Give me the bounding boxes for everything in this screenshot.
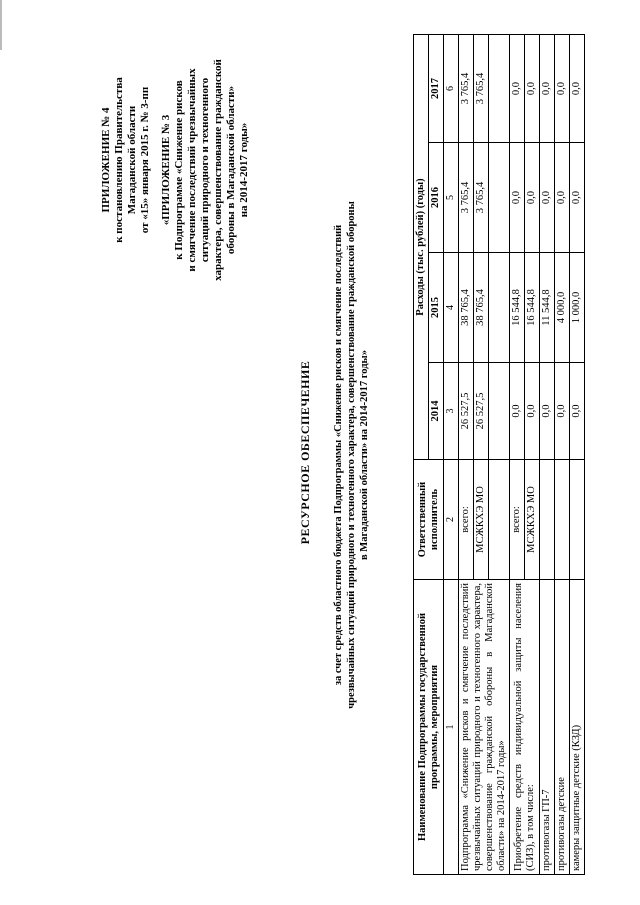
- cell-value: 0,0: [540, 35, 555, 143]
- cell-value: 0,0: [540, 143, 555, 253]
- cell-value: 16 544,8: [525, 253, 540, 363]
- header-year: 2017: [429, 35, 444, 143]
- resource-table: [413, 34, 585, 875]
- appendix-4-header: [100, 35, 152, 285]
- cell-value: 3 765,4: [459, 143, 474, 253]
- subitem-name: камеры защитные детские (КЗД): [570, 580, 585, 875]
- cell-value: 0,0: [555, 35, 570, 143]
- row-name: Подпрограмма «Снижение рисков и смягчение последствий чрезвычайных ситуаций природного и техногенного характера, совершенствование гражданской обороны в Магаданской области» на 2014-2017 годы»: [459, 580, 510, 875]
- header-year: 2015: [429, 253, 444, 363]
- empty-cell: [489, 363, 510, 460]
- empty-cell: [570, 460, 585, 580]
- cell-value: 26 527,5: [474, 363, 489, 460]
- appendix-4-date: от «15» января 2015 г. № 3-пп: [139, 86, 151, 234]
- table-row: [570, 35, 585, 875]
- cell-value: 0,0: [525, 143, 540, 253]
- appendix-3-line: характера, совершенствование гражданской: [212, 59, 224, 281]
- cell-value: 0,0: [510, 143, 525, 253]
- subtitle-line: в Магаданской области» на 2014-2017 годы»: [359, 350, 370, 560]
- empty-cell: [489, 253, 510, 363]
- cell-value: 0,0: [570, 35, 585, 143]
- table-row: [459, 35, 474, 875]
- cell-value: 38 765,4: [459, 253, 474, 363]
- cell-value: 3 765,4: [459, 35, 474, 143]
- cell-value: 1 000,0: [570, 253, 585, 363]
- cell-value: 38 765,4: [474, 253, 489, 363]
- total-label: всего:: [459, 460, 474, 580]
- column-number: 1: [444, 580, 459, 875]
- cell-value: 16 544,8: [510, 253, 525, 363]
- appendix-3-header: [160, 35, 251, 305]
- header-expenses: Расходы (тыс. рублей) (годы): [414, 35, 429, 460]
- empty-cell: [489, 460, 510, 580]
- empty-cell: [540, 460, 555, 580]
- header-executor: Ответственный исполнитель: [414, 460, 444, 580]
- subitem-name: противогазы ГП-7: [540, 580, 555, 875]
- header-year: 2016: [429, 143, 444, 253]
- table-row: [555, 35, 570, 875]
- row-name: Приобретение средств индивидуальной защиты населения (СИЗ), в том числе:: [510, 580, 540, 875]
- subtitle-line: чрезвычайных ситуаций природного и техногенного характера, совершенствование гражданской обороны: [346, 201, 357, 709]
- table-row: [540, 35, 555, 875]
- empty-cell: [555, 460, 570, 580]
- column-number: 6: [444, 35, 459, 143]
- cell-value: 11 544,8: [540, 253, 555, 363]
- appendix-3-title: «ПРИЛОЖЕНИЕ № 3: [160, 114, 172, 226]
- appendix-3-line: обороны в Магаданской области»: [225, 85, 237, 255]
- document-title: РЕСУРСНОЕ ОБЕСПЕЧЕНИЕ: [298, 360, 312, 545]
- cell-value: 0,0: [525, 363, 540, 460]
- cell-value: 26 527,5: [459, 363, 474, 460]
- cell-value: 0,0: [555, 143, 570, 253]
- cell-value: 0,0: [510, 35, 525, 143]
- table-header-row: [414, 35, 429, 875]
- subtitle-line: за счет средств областного бюджета Подпрограммы «Снижение рисков и смягчение последствий: [333, 224, 344, 686]
- cell-value: 0,0: [525, 35, 540, 143]
- column-number-row: [444, 35, 459, 875]
- cell-value: 0,0: [510, 363, 525, 460]
- scan-edge-mark: [0, 0, 2, 50]
- total-label: всего:: [510, 460, 525, 580]
- executor-cell: МСЖКХЭ МО: [525, 460, 540, 580]
- empty-cell: [489, 35, 510, 143]
- cell-value: 0,0: [570, 143, 585, 253]
- cell-value: 0,0: [570, 363, 585, 460]
- appendix-4-line: к постановлению Правительства: [113, 77, 125, 243]
- subitem-name: противогазы детские: [555, 580, 570, 875]
- appendix-4-title: ПРИЛОЖЕНИЕ № 4: [100, 107, 112, 213]
- column-number: 5: [444, 143, 459, 253]
- appendix-3-line: и смягчение последствий чрезвычайных: [186, 68, 198, 272]
- column-number: 3: [444, 363, 459, 460]
- header-year: 2014: [429, 363, 444, 460]
- column-number: 4: [444, 253, 459, 363]
- cell-value: 3 765,4: [474, 143, 489, 253]
- cell-value: 4 000,0: [555, 253, 570, 363]
- column-number: 2: [444, 460, 459, 580]
- cell-value: 0,0: [555, 363, 570, 460]
- table-row: [510, 35, 525, 875]
- empty-cell: [489, 143, 510, 253]
- appendix-3-line: ситуаций природного и техногенного: [199, 77, 211, 263]
- cell-value: 0,0: [540, 363, 555, 460]
- cell-value: 3 765,4: [474, 35, 489, 143]
- document-subtitle: [332, 65, 371, 845]
- appendix-3-line: на 2014-2017 годы»: [238, 122, 250, 218]
- appendix-4-line: Магаданской области: [126, 105, 138, 215]
- header-name: Наименование Подпрограммы государственной программы, мероприятия: [414, 580, 444, 875]
- appendix-3-line: к Подпрограмме «Снижение рисков: [173, 80, 185, 260]
- executor-cell: МСЖКХЭ МО: [474, 460, 489, 580]
